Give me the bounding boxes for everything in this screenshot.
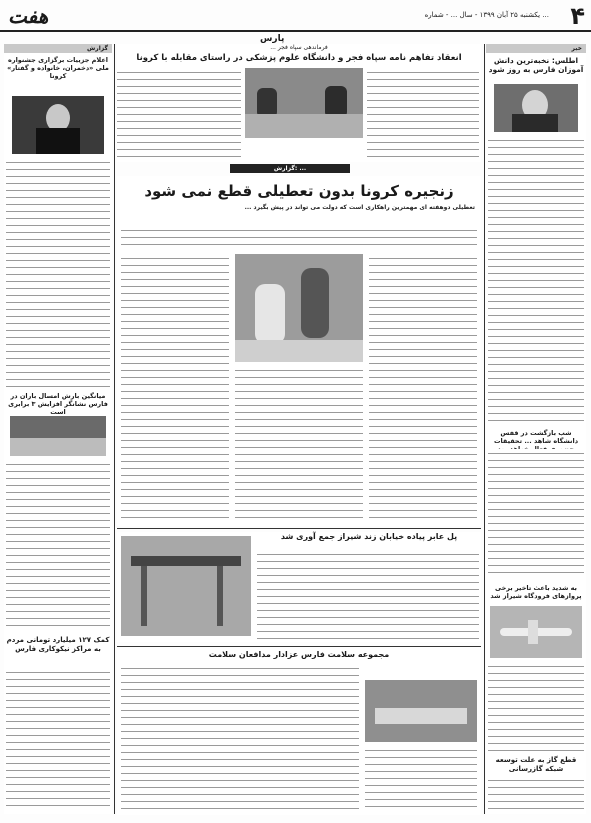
left-column [4, 44, 112, 814]
bottom-story-body-right [365, 746, 477, 812]
bottom-story-body-left [121, 664, 359, 812]
report-banner: گزارش: ... [230, 164, 350, 173]
left-column-label: گزارش [4, 44, 112, 53]
section-title: پارس [260, 34, 285, 44]
woman-portrait-photo [12, 96, 104, 154]
left-body-3 [6, 668, 110, 808]
main-story-headline: زنجیره کرونا بدون تعطیلی قطع نمی شود [144, 182, 454, 200]
top-story-kicker: فرماندهی سپاه فجر ... [270, 44, 328, 51]
top-story-body-right [367, 68, 479, 162]
left-body-2 [6, 460, 110, 630]
main-story-lead-lines [121, 226, 477, 248]
section-rule [117, 528, 481, 529]
top-story-body-left [117, 68, 241, 162]
masthead [0, 0, 591, 32]
left-headline-2: میانگین بارش امسال باران در فارس نشانگر افزایش ۳ برابری است [8, 392, 108, 416]
dateline: یکشنبه ۲۵ آبان ۱۳۹۹ - سال ... - شماره ... [424, 11, 549, 19]
left-headline-1: اعلام جزییات برگزاری جشنواره ملی «دخمران، خانواده و گفتار» کرونا [7, 56, 109, 80]
right-headline-4: قطع گاز به علت توسعه شبکه گازرسانی [495, 756, 577, 773]
right-body-2 [488, 449, 584, 579]
right-body-4 [488, 776, 584, 814]
right-column [486, 44, 586, 814]
bottom-story-headline: مجموعه سلامت فارس عزادار مدافعان سلامت [208, 650, 390, 659]
bridge-story-headline: پل عابر پیاده خیابان زند شیراز جمع آوری شد [280, 532, 458, 541]
portrait-photo [494, 84, 578, 132]
airplane-photo [490, 606, 582, 658]
main-story-body-mid [235, 366, 363, 524]
main-story-body-left [121, 254, 229, 524]
main-story [117, 176, 481, 526]
bridge-story [117, 532, 481, 642]
right-column-label: خبر [486, 44, 586, 53]
right-headline-2: شب بازگشت در قفس دانشگاه شاهد ... تحقیقات [493, 429, 579, 445]
meeting-room-photo [365, 680, 477, 742]
main-story-lead: تعطیلی دوهفته ای مهمترین راهکاری است که دولت می تواند در پیش بگیرد ... [244, 204, 475, 211]
newspaper-logo: هفت [8, 4, 49, 28]
top-story [117, 44, 481, 162]
column-divider [484, 44, 485, 814]
bridge-story-body [257, 550, 479, 640]
column-divider-left [114, 44, 115, 814]
section-rule-2 [117, 646, 481, 647]
dam-photo [10, 416, 106, 456]
bridge-photo [121, 536, 251, 636]
right-body-3 [488, 662, 584, 752]
lab-workers-photo [235, 254, 363, 362]
meeting-photo [245, 68, 363, 138]
left-headline-3: کمک ۱۲۷ میلیارد تومانی مردم به مراکز نیکوکاری فارس [6, 636, 110, 653]
bottom-story [117, 650, 481, 815]
right-headline-3: به شدید باعث تاخیر برخی پروازهای فرودگاه شیراز شد [490, 584, 582, 600]
right-body-1 [488, 136, 584, 426]
main-story-body-right [369, 254, 477, 524]
left-body-1 [6, 158, 110, 388]
page-number: ۴ [570, 2, 585, 30]
top-story-headline: انعقاد تفاهم نامه سپاه فجر و دانشگاه علوم پزشکی در راستای مقابله با کرونا [136, 53, 462, 63]
right-headline-1: اطلس: نخبه‌ترین دانش آموزان فارس به روز شود [488, 56, 584, 74]
